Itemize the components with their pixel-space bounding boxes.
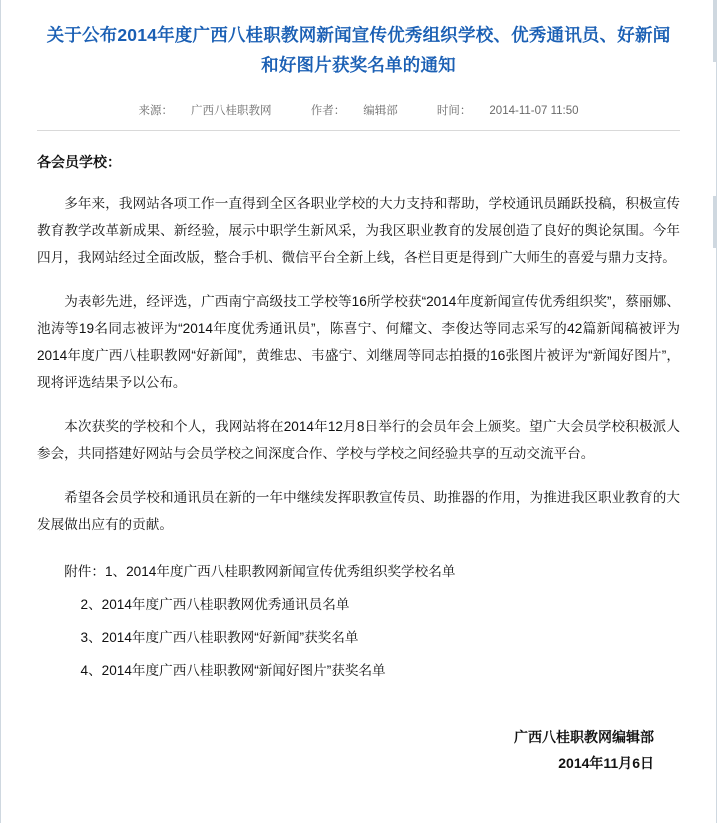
signature-date: 2014年11月6日 — [558, 755, 654, 771]
meta-time — [428, 105, 588, 117]
attachment-item-1: 附件：1、2014年度广西八桂职教网新闻宣传优秀组织奖学校名单 — [64, 564, 456, 579]
article-meta — [37, 102, 680, 128]
meta-source-label: 来源： — [138, 105, 173, 117]
meta-source — [130, 105, 281, 117]
paragraph-2: 为表彰先进，经评选，广西南宁高级技工学校等16所学校获“2014年度新闻宣传优秀组织奖”，蔡丽娜、池涛等19名同志被评为“2014年度优秀通讯员”，陈喜宁、何耀文、李俊达等同志采写的42篇新闻稿被评为2014年度广西八桂职教网“好新闻”，黄维忠、韦盛宁、刘继周等同志拍摄的16张图片被评为“新闻好图片”，现将评选结果予以公布。 — [37, 294, 680, 390]
meta-author-value: 编辑部 — [363, 105, 398, 117]
page-title: 关于公布2014年度广西八桂职教网新闻宣传优秀组织学校、优秀通讯员、好新闻和好图片获奖名单的通知 — [46, 25, 671, 75]
page-edge-mark-top — [713, 0, 716, 62]
paragraph-4: 希望各会员学校和通讯员在新的一年中继续发挥职教宣传员、助推器的作用，为推进我区职业教育的大发展做出应有的贡献。 — [37, 490, 680, 532]
attachment-item-2: 2、2014年度广西八桂职教网优秀通讯员名单 — [80, 597, 350, 612]
paragraph-3: 本次获奖的学校和个人，我网站将在2014年12月8日举行的会员年会上颁奖。望广大会员学校积极派人参会，共同搭建好网站与会员学校之间深度合作、学校与学校之间经验共享的互动交流平台。 — [37, 419, 680, 461]
meta-time-value: 2014-11-07 11:50 — [489, 105, 579, 117]
paragraph-1: 多年来，我网站各项工作一直得到全区各职业学校的大力支持和帮助，学校通讯员踊跃投稿，积极宣传教育教学改革新成果、新经验，展示中职学生新风采，为我区职业教育的发展创造了良好的舆论氛围。今年四月，我网站经过全面改版，整合手机、微信平台全新上线，各栏目更是得到广大师生的喜爱与鼎力支持。 — [37, 196, 680, 265]
meta-author — [302, 105, 407, 117]
page-edge-mark-bottom — [713, 196, 716, 248]
meta-source-value: 广西八桂职教网 — [191, 105, 272, 117]
meta-author-label: 作者： — [310, 105, 346, 117]
article-container — [1, 0, 716, 776]
article-body — [37, 149, 680, 776]
signature-org: 广西八桂职教网编辑部 — [514, 729, 654, 745]
salutation: 各会员学校： — [37, 154, 121, 170]
attachment-item-3: 3、2014年度广西八桂职教网“好新闻”获奖名单 — [80, 630, 359, 645]
meta-time-label: 时间： — [436, 105, 472, 117]
meta-divider — [37, 130, 680, 131]
attachment-item-4: 4、2014年度广西八桂职教网“新闻好图片”获奖名单 — [80, 663, 386, 678]
attachment-list — [37, 558, 680, 684]
signature-block — [37, 724, 680, 776]
